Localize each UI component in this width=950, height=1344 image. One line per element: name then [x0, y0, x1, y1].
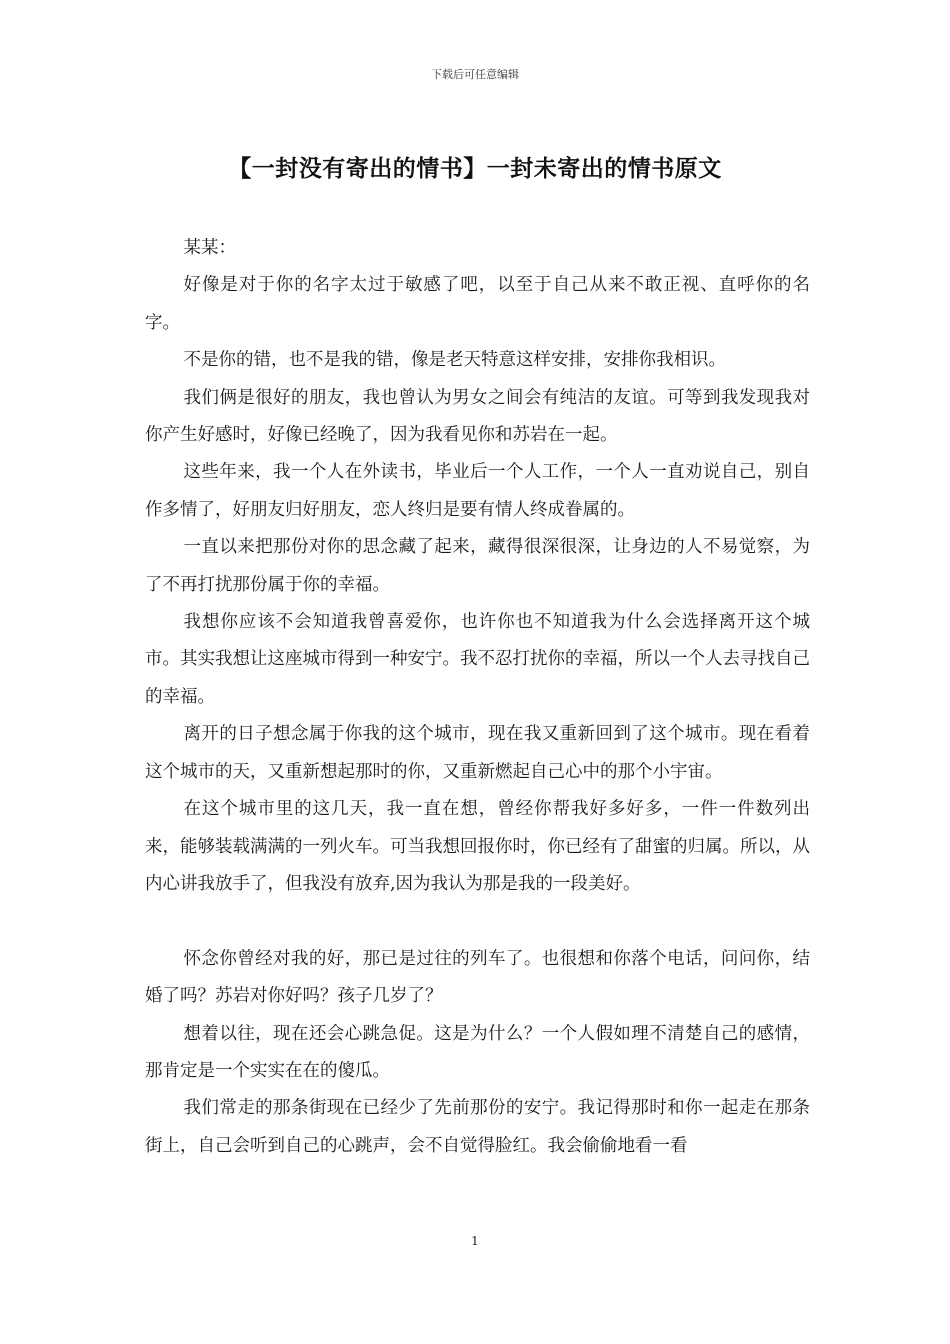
blank-line — [145, 903, 810, 940]
paragraph: 我们俩是很好的朋友，我也曾认为男女之间会有纯洁的友谊。可等到我发现我对你产生好感时，好像已经晚了，因为我看见你和苏岩在一起。 — [145, 387, 810, 446]
paragraph: 怀念你曾经对我的好，那已是过往的列车了。也很想和你落个电话，问问你，结婚了吗？苏岩对你好吗？孩子几岁了？ — [145, 948, 810, 1007]
paragraph: 一直以来把那份对你的思念藏了起来，藏得很深很深，让身边的人不易觉察，为了不再打扰那份属于你的幸福。 — [145, 537, 810, 595]
paragraph: 这些年来，我一个人在外读书，毕业后一个人工作，一个人一直劝说自己，别自作多情了，好朋友归好朋友，恋人终归是要有情人终成眷属的。 — [145, 462, 810, 520]
paragraph: 好像是对于你的名字太过于敏感了吧，以至于自己从来不敢正视、直呼你的名字。 — [145, 275, 810, 333]
document-title: 【一封没有寄出的情书】一封未寄出的情书原文 — [228, 156, 722, 182]
paragraph: 我们常走的那条街现在已经少了先前那份的安宁。我记得那时和你一起走在那条街上，自己会听到自己的心跳声，会不自觉得脸红。我会偷偷地看一看 — [145, 1098, 810, 1156]
page-number: 1 — [471, 1234, 479, 1248]
header-note: 下载后可任意编辑 — [431, 68, 519, 81]
paragraph: 想着以往，现在还会心跳急促。这是为什么？一个人假如理不清楚自己的感情，那肯定是一个实实在在的傻瓜。 — [145, 1023, 810, 1081]
paragraph: 离开的日子想念属于你我的这个城市，现在我又重新回到了这个城市。现在看着这个城市的天，又重新想起那时的你，又重新燃起自己心中的那个小宇宙。 — [145, 724, 810, 782]
paragraph: 不是你的错，也不是我的错，像是老天特意这样安排，安排你我相识。 — [183, 350, 726, 371]
salutation: 某某： — [183, 238, 236, 258]
paragraph: 我想你应该不会知道我曾喜爱你，也许你也不知道我为什么会选择离开这个城市。其实我想让这座城市得到一种安宁。我不忍打扰你的幸福，所以一个人去寻找自己的幸福。 — [145, 612, 810, 707]
paragraph: 在这个城市里的这几天，我一直在想，曾经你帮我好多好多，一件一件数列出来，能够装载满满的一列火车。可当我想回报你时，你已经有了甜蜜的归属。所以，从内心讲我放手了，但我没有放弃,因为我认为那是我的一段美好。 — [145, 799, 810, 894]
document-body — [145, 230, 810, 1165]
